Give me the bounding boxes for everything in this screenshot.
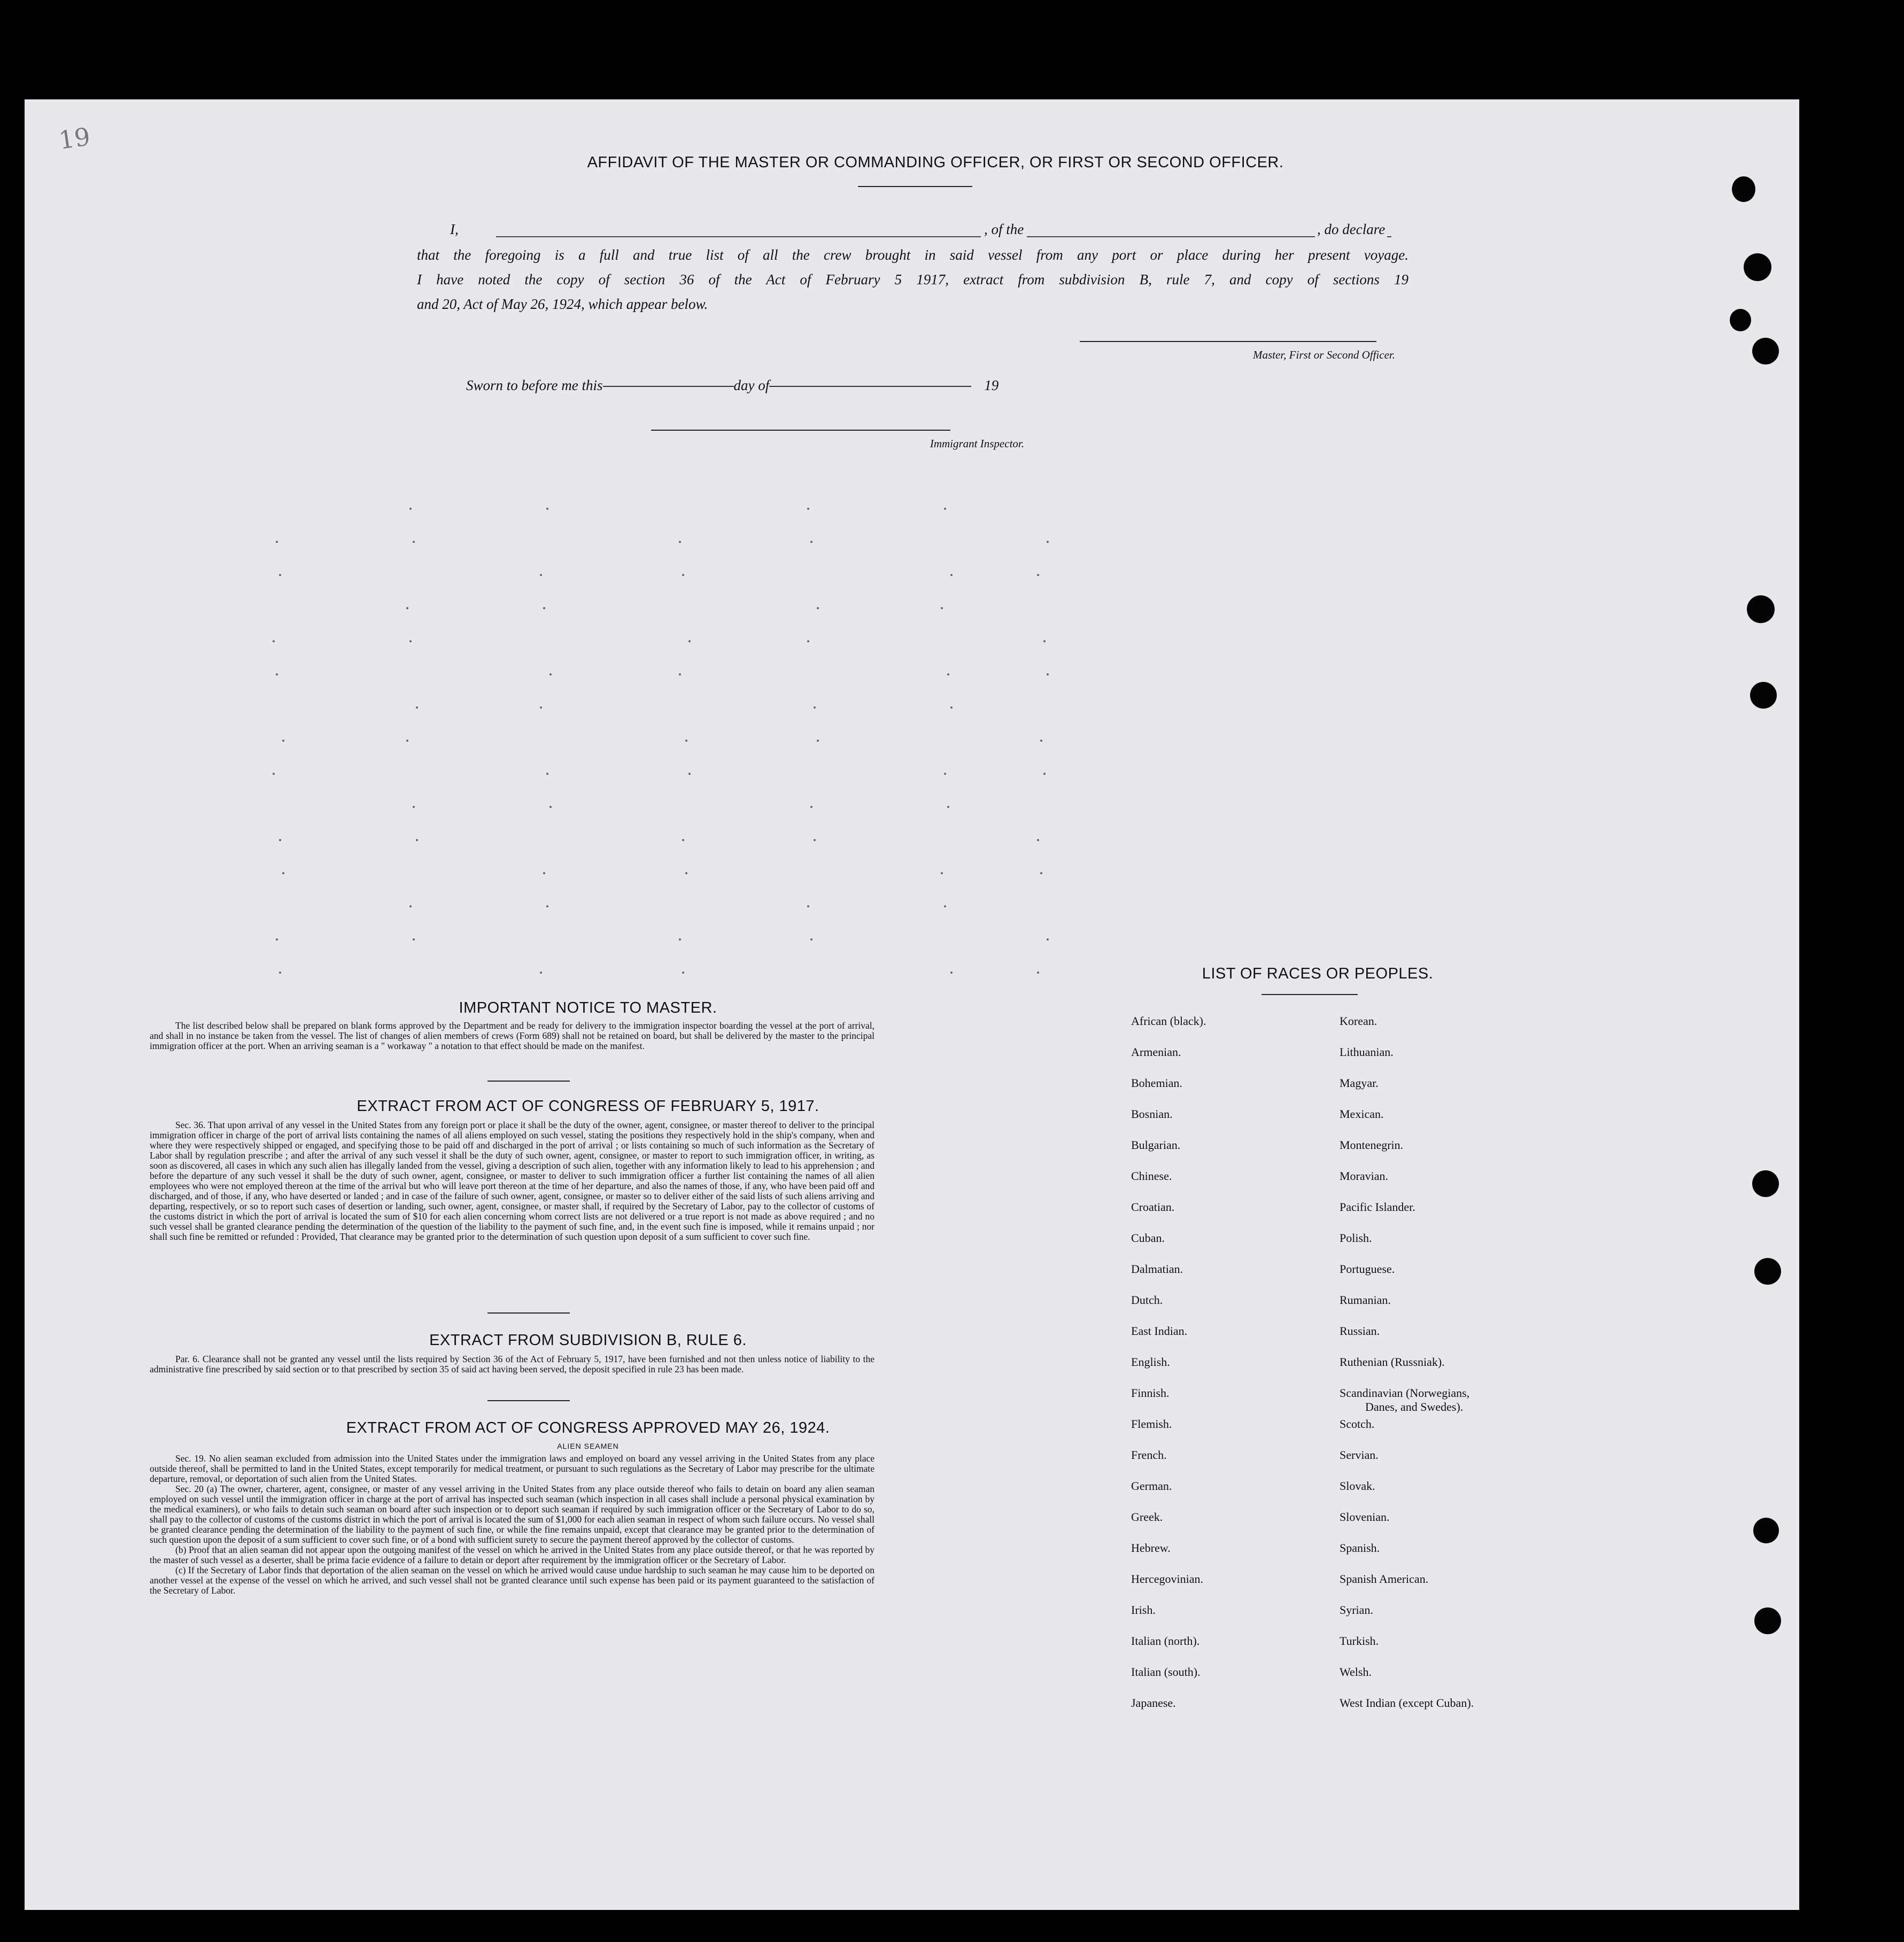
bleed-dot [540,574,542,576]
bleed-dot [1047,938,1049,941]
bleed-dot [549,673,552,675]
race-item: Scotch. [1340,1417,1375,1431]
bleed-dot [950,574,953,576]
bleed-dot [546,905,548,907]
bleed-dot [807,905,809,907]
bleed-dot [950,972,953,974]
bleed-dot [810,806,812,808]
race-item: Finnish. [1131,1386,1170,1400]
extract-rule6-text: Par. 6. Clearance shall not be granted any vessel until the lists required by Section 36 of the Act of February 5, 1917, have been furnished and not then unless notice of liability to the administrative fine prescribed by said section or to that prescribed by section 35 of said act having been served, the deposit specified in rule 23 has been made. [150,1354,874,1374]
of-the-label: , of the [981,221,1027,238]
bleed-dot [1043,640,1046,642]
section-20c-text: (c) If the Secretary of Labor finds that deportation of the alien seaman on the vessel on which he arrived would cause undue hardship to such seaman he may cause him to be deported on another vessel at the expense of the vessel on which he arrived, and such vessel shall not be granted clearance until such expense has been paid or its payment guaranteed to the satisfaction of the Secretary of Labor. [150,1565,874,1596]
race-item: East Indian. [1131,1324,1188,1338]
divider [858,186,972,187]
bleed-dot [944,508,946,510]
bleed-dot [543,607,545,609]
binder-hole [1750,682,1777,709]
section-20a-text: Sec. 20 (a) The owner, charterer, agent, consignee, or master of any vessel arriving in the United States from any place outside thereof who fails to detain on board any alien seaman employed on such vessel until the immigration officer in charge at the port of arrival has inspected such seaman (which inspection in all cases shall include a personal physical examination by the medical examiners), or who fails to detain such seaman on board after such inspection or to deport such seaman if required by such immigration officer or the Secretary of Labor to do so, shall pay to the collector of customs of the customs district in which the port of arrival is located the sum of $1,000 for each alien seaman in respect of whom such failure occurs. No vessel shall be granted clearance pending the determination of the liability to the payment of such fine, or while the fine remains unpaid, except that clearance may be granted prior to the determination of such question upon the deposit of a sum sufficient to cover such fine, or of a bond with sufficient surety to secure the payment thereof approved by the collector of customs. [150,1483,874,1545]
race-item: Bohemian. [1131,1076,1182,1090]
affidavit-line2: that the foregoing is a full and true list of all the crew brought in said vessel from any port or place during her present voyage. [417,247,1408,263]
race-item: Slovenian. [1340,1510,1390,1524]
binder-hole [1754,1258,1781,1285]
bleed-dot [416,706,418,709]
bleed-dot [1043,773,1046,775]
extract-1924-subtitle: ALIEN SEAMEN [557,1442,619,1450]
bleed-dot [944,905,946,907]
bleed-dot [682,839,684,841]
race-item: Polish. [1340,1231,1372,1245]
affidavit-line3: I have noted the copy of section 36 of the Act of February 5 1917, extract from subdivision B, rule 7, and copy of sections 19 [417,271,1408,288]
bleed-dot [688,640,691,642]
bleed-dot [543,872,545,874]
extract-rule6-title: EXTRACT FROM SUBDIVISION B, RULE 6. [429,1332,747,1349]
bleed-dot [276,938,278,941]
bleed-dot [413,938,415,941]
race-item: Scandinavian (Norwegians, [1340,1386,1470,1400]
affidavit-line1 [417,221,1411,243]
bleed-dot [273,640,275,642]
race-item: Korean. [1340,1014,1377,1028]
notice-text: The list described below shall be prepared on blank forms approved by the Department and be ready for delivery to the immigration inspector boarding the vessel at the port of arrival, and shall in no instance be taken from the vessel. The list of changes of alien members of crews (Form 689) shall not be retained on board, but shall be delivered by the master to the principal immigration officer at the port. When an arriving seaman is a " workaway " a notation to that effect should be made on the manifest. [150,1020,874,1051]
binder-hole [1753,1518,1779,1543]
master-signature-line[interactable] [1080,341,1376,342]
bleed-dot [817,607,819,609]
bleed-dot [546,773,548,775]
race-item: Hebrew. [1131,1541,1171,1555]
vessel-field[interactable] [1058,236,1312,237]
bleed-dot [944,773,946,775]
bleed-dot [413,806,415,808]
race-item: Dalmatian. [1131,1262,1183,1276]
race-item: Rumanian. [1340,1293,1391,1307]
year-prefix: 19 [984,377,999,393]
race-item: Flemish. [1131,1417,1172,1431]
race-item: African (black). [1131,1014,1206,1028]
bleed-dot [814,706,816,709]
notice-title: IMPORTANT NOTICE TO MASTER. [459,999,717,1016]
bleed-dot [950,706,953,709]
bleed-dot [409,508,412,510]
race-item: Italian (south). [1131,1665,1201,1679]
bleed-dot [810,938,812,941]
bleed-dot [416,839,418,841]
race-item: Ruthenian (Russniak). [1340,1355,1445,1369]
bleed-dot [409,640,412,642]
i-label: I, [450,221,459,237]
race-item: Slovak. [1340,1479,1375,1493]
race-item: Mexican. [1340,1107,1384,1121]
race-item: Italian (north). [1131,1634,1200,1648]
race-item: Japanese. [1131,1696,1176,1710]
do-declare-label: , do declare [1315,221,1387,238]
extract-1917-text: Sec. 36. That upon arrival of any vessel in the United States from any foreign port or place it shall be the duty of the owner, agent, consignee, or master thereof to deliver to the principal immigration officer in charge of the port of arrival lists containing the names of all aliens employed on such vessel, stating the positions they respectively hold in the ship's company, when and where they were respectively shipped or engaged, and specifying those to be paid off and discharged in the port of arrival ; or lists containing so much of such information as the Secretary of Labor shall by regulation prescribe ; and after the arrival of any such vessel it shall be the duty of such owner, agent, consignee, or master to report to such immigration officer, in writing, as soon as discovered, all cases in which any such alien has illegally landed from the vessel, giving a description of such alien, together with any information likely to lead to his apprehension ; and before the departure of any such vessel it shall be the duty of such owner, agent, consignee, or master to deliver to such immigration officer a further list containing the names of all alien employees who were not employed thereon at the time of the arrival but who will leave port thereon at the time of her departure, and also the names of those, if any, who have been paid off and discharged, and of those, if any, who have deserted or landed ; and in case of the failure of such owner, agent, consignee, or master so to deliver either of the said lists of such aliens arriving and departing, respectively, or so to report such cases of desertion or landing, such owner, agent, consignee, or master shall, if required by the Secretary of Labor, pay to the collector of customs of the customs district in which the port of arrival is located the sum of $10 for each alien concerning whom correct lists are not delivered or a true report is not made as above required ; and no such vessel shall be granted clearance pending the determination of the question of the liability to the payment of such fine, and, in the event such fine is imposed, while it remains unpaid ; nor shall such fine be remitted or refunded : Provided, That clearance may be granted prior to the determination of such question upon deposit of a sum sufficient to cover such fine. [150,1120,874,1242]
bleed-dot [679,673,681,675]
binder-hole [1744,253,1771,281]
bleed-dot [814,839,816,841]
master-caption: Master, First or Second Officer. [1253,348,1395,361]
bleed-dot [679,938,681,941]
binder-hole [1747,595,1775,623]
binder-hole [1732,176,1755,202]
bleed-dot [682,574,684,576]
binder-hole [1754,1607,1781,1634]
bleed-dot [817,740,819,742]
race-item: Lithuanian. [1340,1045,1394,1059]
affidavit-title: AFFIDAVIT OF THE MASTER OR COMMANDING OFFICER, OR FIRST OR SECOND OFFICER. [587,154,1284,171]
bleed-dot [947,806,949,808]
race-item: Portuguese. [1340,1262,1395,1276]
bleed-dot [1040,872,1042,874]
race-item: Greek. [1131,1510,1163,1524]
bleed-dot [413,541,415,543]
race-item: Spanish American. [1340,1572,1429,1586]
bleed-dot [679,541,681,543]
race-item: Irish. [1131,1603,1156,1617]
bleed-dot [807,508,809,510]
bleed-dot [282,872,284,874]
divider [1261,994,1358,995]
race-item: Spanish. [1340,1541,1380,1555]
bleed-dot [807,640,809,642]
bleed-dot [279,972,281,974]
affidavit-line4: and 20, Act of May 26, 1924, which appear below. [417,296,708,312]
bleed-dot [1047,541,1049,543]
race-item: Servian. [1340,1448,1379,1462]
race-item: Magyar. [1340,1076,1379,1090]
race-item: Turkish. [1340,1634,1379,1648]
bleed-dot [540,706,542,709]
race-item: Chinese. [1131,1169,1172,1183]
race-item: Welsh. [1340,1665,1372,1679]
section-19-text: Sec. 19. No alien seaman excluded from admission into the United States under the immigration laws and employed on board any vessel arriving in the United States from any place outside thereof, shall be permitted to land in the United States, except temporarily for medical treatment, or pursuant to such regulations as the Secretary of Labor may prescribe for the ultimate departure, removal, or deportation of such alien from the United States. [150,1453,874,1484]
race-item: Russian. [1340,1324,1380,1338]
race-item: Moravian. [1340,1169,1389,1183]
bleed-dot [941,872,943,874]
bleed-dot [947,673,949,675]
race-item: English. [1131,1355,1170,1369]
race-item-continuation: Danes, and Swedes). [1365,1400,1464,1413]
day-field[interactable] [603,386,734,387]
race-item: Armenian. [1131,1045,1181,1059]
race-item: Hercegovinian. [1131,1572,1203,1586]
bleed-dot [685,872,687,874]
binder-hole [1730,309,1751,331]
divider [487,1400,570,1401]
bleed-dot [685,740,687,742]
bleed-dot [1040,740,1042,742]
bleed-dot [1037,972,1039,974]
bleed-dot [540,972,542,974]
extract-1924-text [150,1454,874,1596]
month-field[interactable] [769,386,971,387]
binder-hole [1752,338,1779,364]
bleed-dot [810,541,812,543]
bleed-dot [276,673,278,675]
binder-hole [1752,1170,1779,1197]
race-item: Bosnian. [1131,1107,1173,1121]
bleed-dot [1037,574,1039,576]
bleed-dot [406,607,408,609]
inspector-signature-line[interactable] [651,430,950,431]
bleed-dot [276,541,278,543]
bleed-dot [279,574,281,576]
bleed-dot [273,773,275,775]
divider [487,1312,570,1314]
section-20b-text: (b) Proof that an alien seaman did not appear upon the outgoing manifest of the vessel on which he arrived in the United States from any place outside thereof, or that he was reported by the master of such vessel as a deserter, shall be prima facie evidence of a failure to detain or deport after requirement by the immigration officer or the Secretary of Labor. [150,1544,874,1565]
race-item: Pacific Islander. [1340,1200,1415,1214]
sworn-line [466,377,999,394]
bleed-dot [279,839,281,841]
bleed-dot [409,905,412,907]
race-item: Croatian. [1131,1200,1175,1214]
race-item: West Indian (except Cuban). [1340,1696,1474,1710]
bleed-dot [546,508,548,510]
extract-1917-title: EXTRACT FROM ACT OF CONGRESS OF FEBRUARY 5, 1917. [357,1098,819,1115]
bleed-dot [941,607,943,609]
race-item: French. [1131,1448,1167,1462]
races-title: LIST OF RACES OR PEOPLES. [1202,965,1434,982]
race-item: Dutch. [1131,1293,1163,1307]
bleed-dot [1037,839,1039,841]
bleed-dot [549,806,552,808]
race-item: Bulgarian. [1131,1138,1181,1152]
race-item: Syrian. [1340,1603,1373,1617]
bleed-dot [406,740,408,742]
race-item: Montenegrin. [1340,1138,1404,1152]
bleed-dot [1047,673,1049,675]
divider [487,1081,570,1082]
race-item: German. [1131,1479,1172,1493]
extract-1924-title: EXTRACT FROM ACT OF CONGRESS APPROVED MAY 26, 1924. [346,1419,830,1436]
race-item: Cuban. [1131,1231,1165,1245]
bleed-dot [282,740,284,742]
inspector-caption: Immigrant Inspector. [930,437,1024,450]
bleed-dot [688,773,691,775]
bleed-dot [682,972,684,974]
sworn-label: Sworn to before me this [466,377,603,393]
day-of-label: day of [733,377,770,393]
corner-mark: 19 [57,122,92,155]
